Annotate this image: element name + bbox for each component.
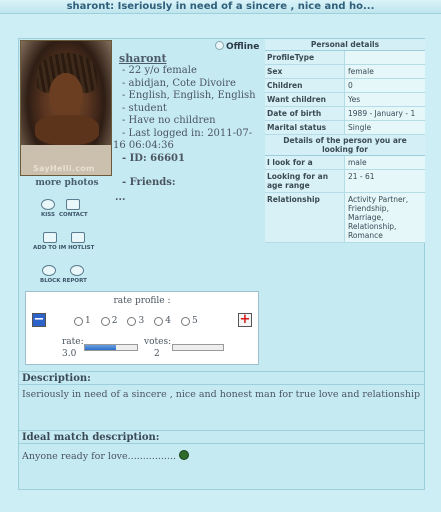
description-header: Description: xyxy=(19,371,424,385)
looking-for-header: Details of the person you are looking for xyxy=(265,135,425,156)
personal-detail-row xyxy=(265,65,425,79)
rate-up-button[interactable]: + xyxy=(239,312,251,327)
rating-widget xyxy=(25,291,259,365)
fact-location: - abidjan, Cote Divoire xyxy=(122,77,236,89)
heart-icon xyxy=(41,199,55,210)
kiss-button[interactable]: KISS xyxy=(41,199,55,218)
personal-details xyxy=(265,39,425,243)
looking-for-value: 21 - 61 xyxy=(345,170,425,192)
rating-option-4[interactable]: 4 xyxy=(154,316,171,326)
votes-bar xyxy=(172,344,224,351)
description-text: Iseriously in need of a sincere , nice and honest man for true love and relationship xyxy=(22,389,421,400)
page-title: sharont: Iseriously in need of a sincere , nice and ho... xyxy=(0,0,441,14)
profile-facts xyxy=(113,65,263,204)
personal-detail-value: 0 xyxy=(345,79,425,92)
more-photos-link[interactable]: more photos xyxy=(35,178,99,188)
looking-for-value: male xyxy=(345,156,425,169)
personal-details-table xyxy=(265,51,425,135)
smiley-icon xyxy=(179,450,189,460)
personal-detail-value: 1989 - January - 1 xyxy=(345,107,425,120)
profile-summary xyxy=(19,39,264,369)
photo-watermark: SayHelli.com xyxy=(33,164,95,173)
rating-option-3[interactable]: 3 xyxy=(127,316,144,326)
personal-detail-value: Yes xyxy=(345,93,425,106)
ideal-match-header: Ideal match description: xyxy=(19,430,424,444)
rating-title: rate profile : xyxy=(113,296,171,306)
rate-down-button[interactable]: − xyxy=(33,312,45,327)
rate-bar-fill xyxy=(85,345,116,350)
personal-detail-row xyxy=(265,107,425,121)
looking-for-label: Relationship xyxy=(265,193,345,242)
rate-bar xyxy=(84,344,138,351)
personal-detail-value xyxy=(345,51,425,64)
personal-detail-label: Date of birth xyxy=(265,107,345,120)
personal-detail-row xyxy=(265,93,425,107)
friends-label: - Friends: xyxy=(122,177,176,188)
kiss-contact-actions xyxy=(41,199,88,218)
rating-options xyxy=(74,316,198,326)
personal-detail-label: Sex xyxy=(265,65,345,78)
looking-for-label: Looking for an age range xyxy=(265,170,345,192)
profile-photo[interactable] xyxy=(20,40,112,176)
friends-list: ... xyxy=(115,191,126,203)
profile-id: - ID: 66601 xyxy=(122,152,185,164)
fact-age: - 22 y/o female xyxy=(122,65,197,76)
looking-for-table xyxy=(265,156,425,243)
fact-children: - Have no children xyxy=(122,115,216,126)
fact-last-login: - Last logged in: 2011-07-16 06:04:36 xyxy=(113,127,253,151)
checkbox-icon xyxy=(71,232,85,243)
ideal-match-text: Anyone ready for love................ xyxy=(19,450,424,463)
personal-details-header: Personal details xyxy=(265,39,425,51)
looking-for-label: I look for a xyxy=(265,156,345,169)
rate-label: rate: xyxy=(62,337,84,347)
personal-detail-value: Single xyxy=(345,121,425,134)
rating-option-5[interactable]: 5 xyxy=(181,316,198,326)
looking-for-row xyxy=(265,193,425,243)
block-icon xyxy=(42,265,56,276)
block-report-button[interactable]: BLOCK REPORT xyxy=(40,265,87,284)
personal-detail-label: Children xyxy=(265,79,345,92)
looking-for-value: Activity Partner, Friendship, Marriage, Relationship, Romance xyxy=(345,193,425,242)
rate-value: 3.0 xyxy=(62,349,77,359)
votes-label: votes: xyxy=(144,337,172,347)
votes-value: 2 xyxy=(154,349,160,359)
personal-detail-row xyxy=(265,121,425,135)
personal-detail-row xyxy=(265,79,425,93)
votes-stat xyxy=(144,337,171,359)
username-link[interactable]: sharont xyxy=(119,52,167,65)
online-status: Offline xyxy=(215,41,259,52)
envelope-icon xyxy=(66,199,80,210)
fact-occupation: - student xyxy=(122,102,167,114)
rating-option-2[interactable]: 2 xyxy=(101,316,118,326)
personal-detail-value: female xyxy=(345,65,425,78)
looking-for-row xyxy=(265,156,425,170)
fact-languages: - English, English, English xyxy=(122,90,256,101)
personal-detail-label: Want children xyxy=(265,93,345,106)
add-to-hotlist-button[interactable]: ADD TO IM HOTLIST xyxy=(33,232,94,251)
personal-detail-label: Marital status xyxy=(265,121,345,134)
report-icon xyxy=(70,265,84,276)
rating-option-1[interactable]: 1 xyxy=(74,316,91,326)
rate-stat xyxy=(62,337,84,359)
status-icon xyxy=(215,41,224,50)
im-icon xyxy=(43,232,57,243)
profile-panel xyxy=(18,38,425,490)
looking-for-row xyxy=(265,170,425,193)
personal-detail-label: ProfileType xyxy=(265,51,345,64)
personal-detail-row xyxy=(265,51,425,65)
contact-button[interactable]: CONTACT xyxy=(59,199,88,218)
